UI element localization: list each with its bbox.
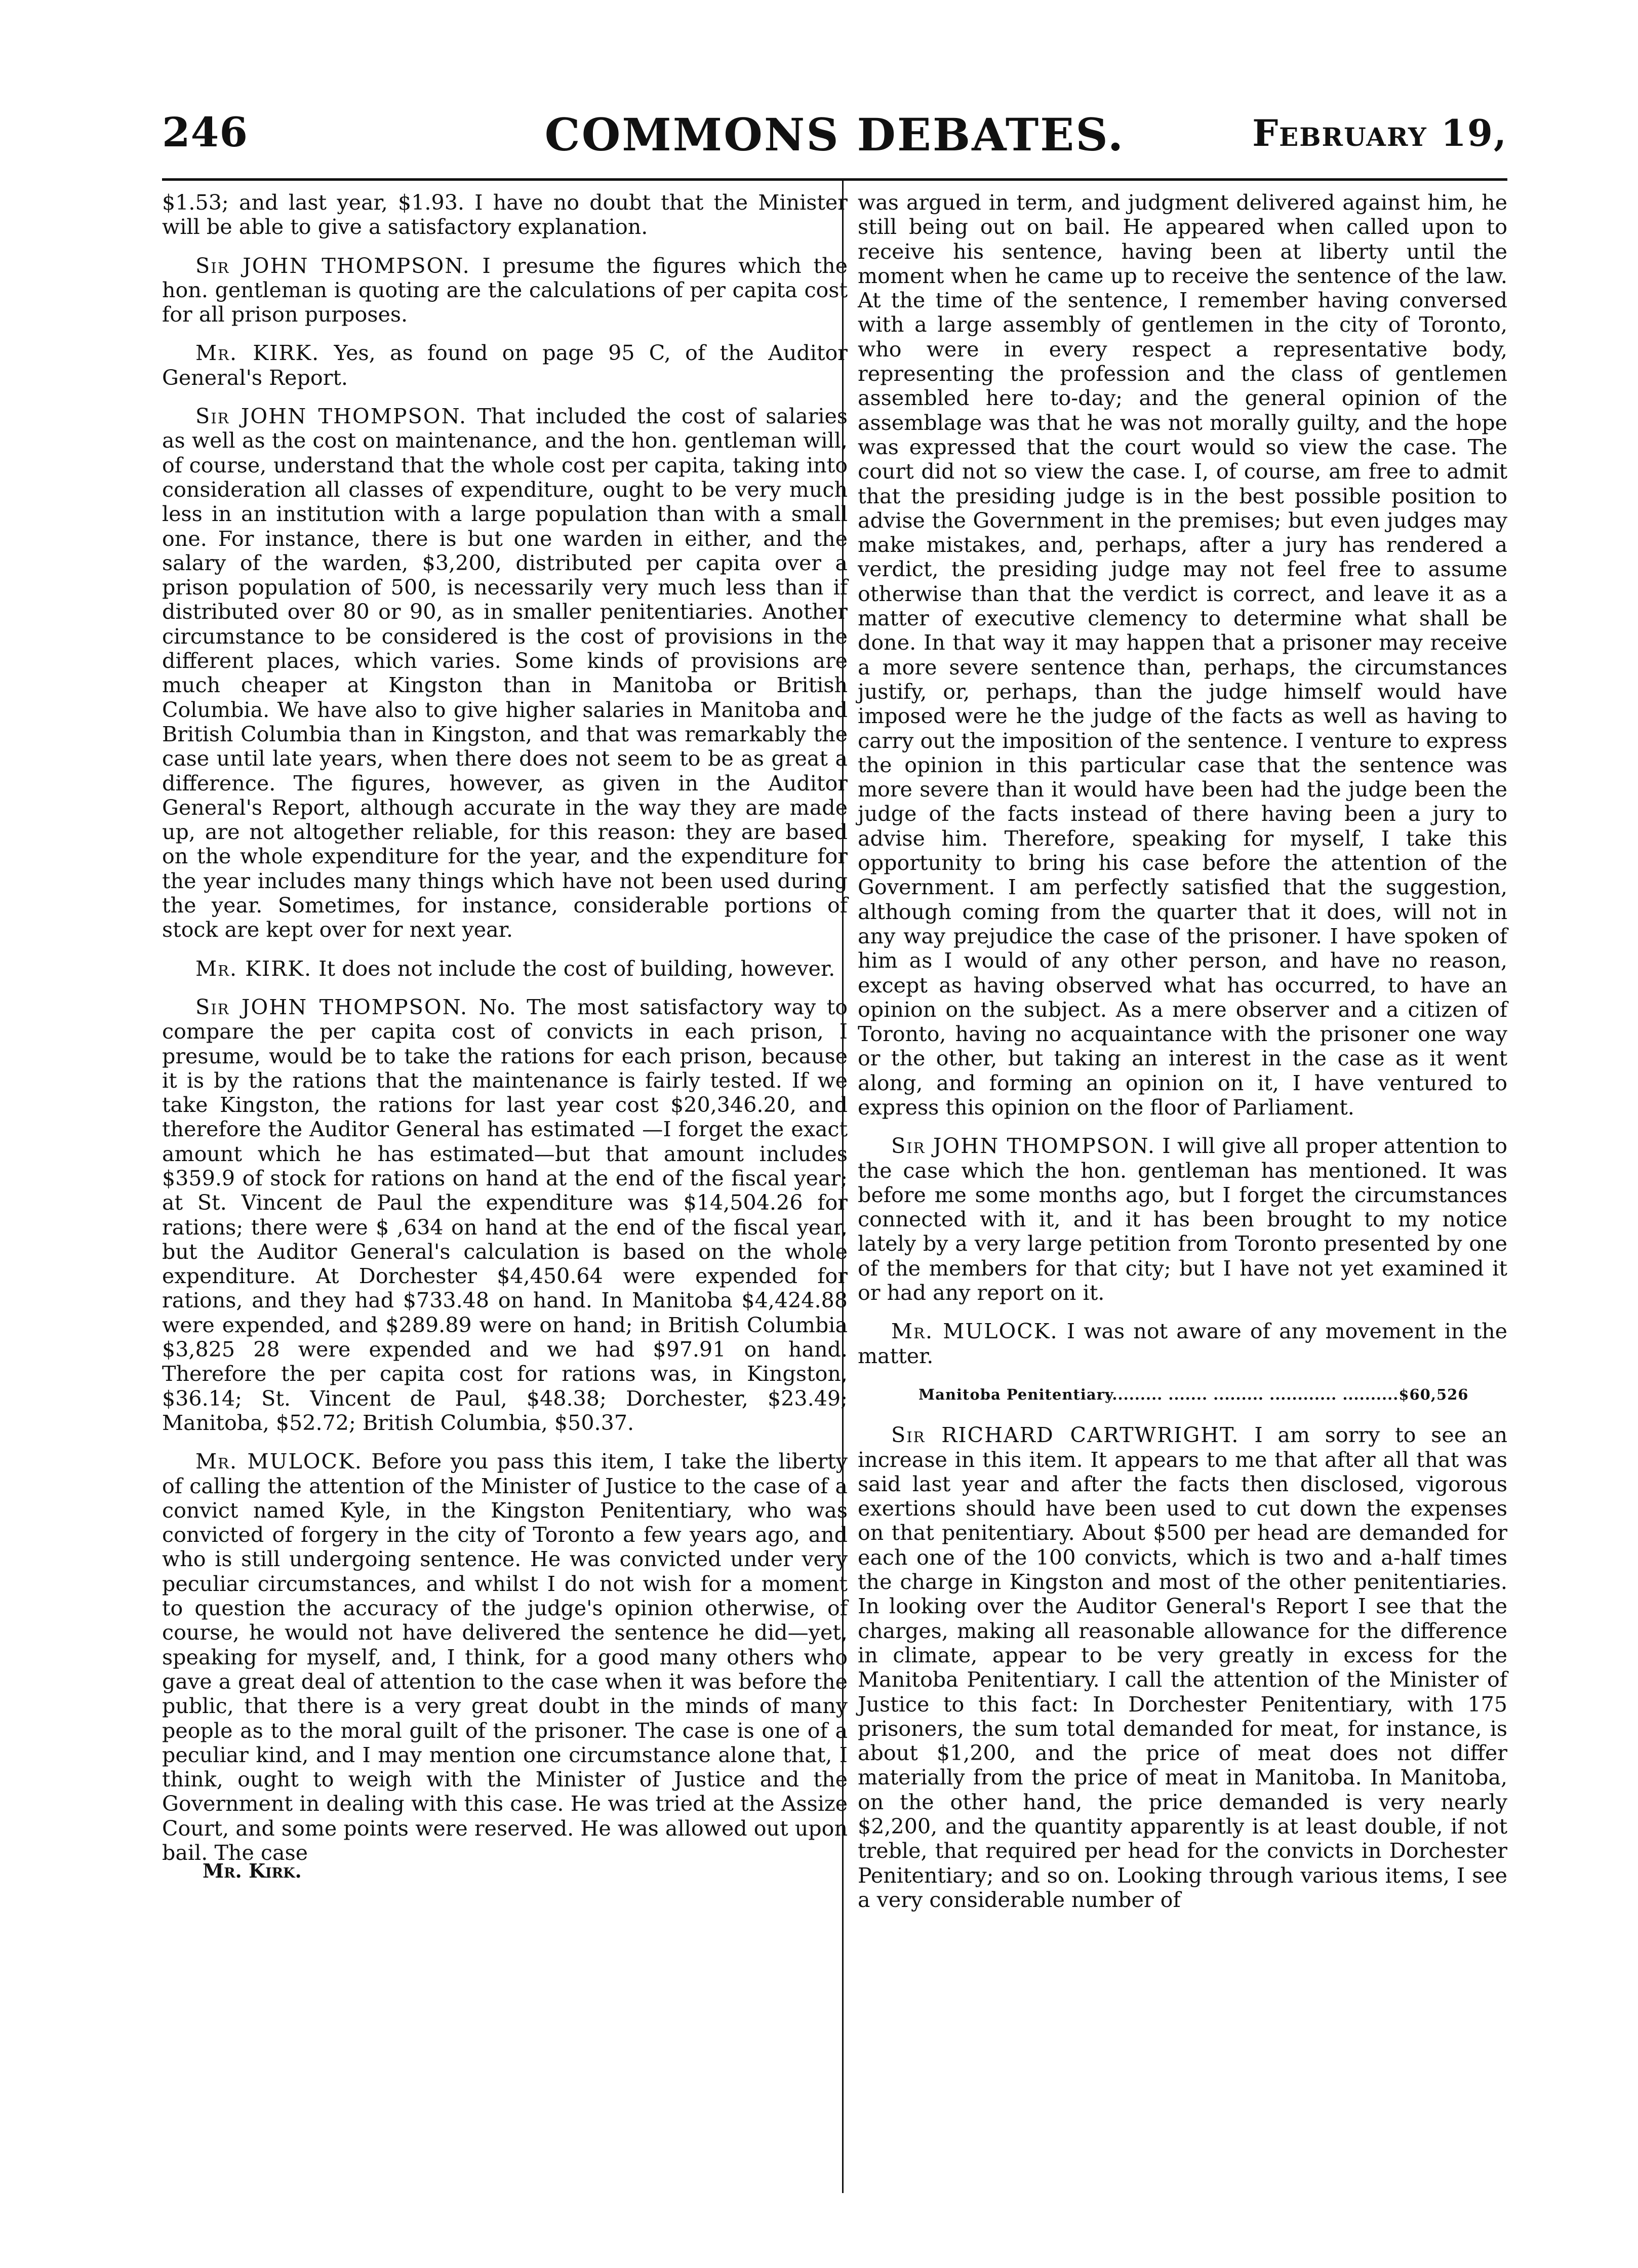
speech-paragraph — [162, 995, 848, 1435]
speaker-name: Mr. MULOCK. — [891, 1319, 1058, 1344]
paragraph: was argued in term, and judgment delivered against him, he still being out on bail. He appeared when called upon to receive his sentence, having been at liberty until the moment when he came up to receive the sentence of the law. At the time of the sentence, I remember having conversed with a large assembly of gentlemen in the city of Toronto, who were in every respect a representative body, representing the profession and the class of gentlemen assembled here to-day; and the general opinion of the assemblage was that he was not morally guilty, and the hope was expressed that the court would so view the case. The court did not so view the case. I, of course, am free to admit that the presiding judge is in the best possible position to advise the Government in the premises; but even judges may make mistakes, and, perhaps, after a jury has rendered a verdict, the presiding judge may not feel free to assume otherwise than that the verdict is correct, and leave it as a matter of executive clemency to determine what shall be done. In that way it may happen that a prisoner may receive a more severe sentence than, perhaps, the circumstances justify, or, perhaps, than the judge himself would have imposed were he the judge of the facts as well as having to carry out the imposition of the sentence. I venture to express the opinion in this particular case that the sentence was more severe than it would have been had the judge been the judge of the facts instead of there having been a jury to advise him. Therefore, speaking for myself, I take this opportunity to bring his case before the attention of the Government. I am perfectly satisfied that the suggestion, although coming from the quarter that it does, will not in any way prejudice the case of the prisoner. I have spoken of him as I would of any other person, and have no reason, except as having observed what has occurred, to have an opinion on the subject. As a mere observer and a citizen of Toronto, having no acquaintance with the prisoner one way or the other, but taking an interest in the case as it went along, and forming an opinion on it, I have ventured to express this opinion on the floor of Parliament. — [858, 190, 1507, 1120]
speech-text: I presume the figures which the hon. gentleman is quoting are the calculations of per capita cost for all prison purposes. — [162, 253, 848, 327]
speech-text: I was not aware of any movement in the matter. — [858, 1319, 1508, 1368]
right-column — [858, 190, 1507, 1912]
speech-paragraph — [858, 1134, 1507, 1305]
page-header — [162, 108, 1507, 169]
speech-text: Yes, as found on page 95 C, of the Auditor General's Report. — [162, 341, 848, 390]
speech-paragraph — [162, 404, 848, 942]
catchword: Mr. Kirk. — [203, 1859, 302, 1883]
speech-paragraph — [162, 1449, 848, 1865]
speaker-name: Sir JOHN THOMPSON. — [195, 404, 467, 429]
speaker-name: Sir JOHN THOMPSON. — [891, 1134, 1156, 1159]
speaker-name: Sir RICHARD CARTWRIGHT. — [891, 1423, 1240, 1448]
speech-paragraph — [858, 1319, 1507, 1368]
speaker-name: Mr. MULOCK. — [195, 1449, 363, 1474]
left-column — [162, 190, 848, 1884]
speech-text: It does not include the cost of building, however. — [318, 956, 835, 981]
page-title: COMMONS DEBATES. — [544, 108, 1125, 161]
page-number: 246 — [162, 108, 248, 156]
speaker-name: Mr. KIRK. — [195, 341, 320, 366]
header-rule — [162, 178, 1507, 181]
speech-paragraph — [162, 254, 848, 327]
speech-paragraph — [162, 341, 848, 390]
speaker-name: Sir JOHN THOMPSON. — [195, 253, 470, 278]
speech-text: That included the cost of salaries as well as the cost on maintenance, and the hon. gentleman will, of course, understand that the whole cost per capita, taking into consideration all classes of expenditure, ought to be very much less in an institution with a large population than with a small one. For instance, there is but one warden in either, and the salary of the warden, $3,200, distributed per capita over a prison population of 500, is necessarily very much less than if distributed over 80 or 90, as in smaller penitentiaries. Another circumstance to be considered is the cost of provisions in the different places, which varies. Some kinds of provisions are much cheaper at Kingston than in Manitoba or British Columbia. We have also to give higher salaries in Manitoba and British Columbia than in Kingston, and that was remarkably the case until late years, when there does not seem to be as great a difference. The figures, however, as given in the Auditor General's Report, although accurate in the way they are made up, are not altogether reliable, for this reason: they are based on the whole expenditure for the year, and the expenditure for the year includes many things which have not been used during the year. Sometimes, for instance, considerable portions of stock are kept over for next year. — [162, 404, 848, 942]
speech-text: I am sorry to see an increase in this item. It appears to me that after all that was said last year and after the facts then disclosed, vigorous exertions should have been used to cut down the expenses on that penitentiary. About $500 per head are demanded for each one of the 100 convicts, which is two and a-half times the charge in Kingston and most of the other penitentiaries. In looking over the Auditor General's Report I see that the charges, making all reasonable allowance for the difference in climate, appear to be very greatly in excess for the Manitoba Penitentiary. I call the attention of the Minister of Justice to this fact: In Dorchester Penitentiary, with 175 prisoners, the sum total demanded for meat, for instance, is about $1,200, and the price of meat does not differ materially from the price of meat in Manitoba. In Manitoba, on the other hand, the price demanded is very nearly $2,200, and the quantity apparently is at least double, if not treble, that required per head for the convicts in Dorchester Penitentiary; and so on. Looking through various items, I see a very considerable number of — [858, 1423, 1507, 1912]
estimate-item: Manitoba Penitentiary......... ....... ......... ............ ..........$60,526 — [918, 1385, 1469, 1403]
page-date: February 19, — [1252, 111, 1507, 154]
speech-text: No. The most satisfactory way to compare the per capita cost of convicts in each prison, I presume, would be to take the rations for each prison, because it is by the rations that the maintenance is fairly tested. If we take Kingston, the rations for last year cost $20,346.20, and therefore the Auditor General has estimated —I forget the exact amount which he has estimated—but that amount includes $359.9 of stock for rations on hand at the end of the fiscal year; at St. Vincent de Paul the expenditure was $14,504.26 for rations; there were $ ,634 on hand at the end of the fiscal year, but the Auditor General's calculation is based on the whole expenditure. At Dorchester $4,450.64 were expended for rations, and they had $733.48 on hand. In Manitoba $4,424.88 were expended, and $289.89 were on hand; in British Columbia $3,825 28 were expended and we had $97.91 on hand. Therefore the per capita cost for rations was, in Kingston, $36.14; St. Vincent de Paul, $48.38; Dorchester, $23.49; Manitoba, $52.72; British Columbia, $50.37. — [162, 994, 848, 1435]
speaker-name: Mr. KIRK. — [195, 956, 312, 981]
speech-text: Before you pass this item, I take the liberty of calling the attention of the Minister of Justice to the case of a convict named Kyle, in the Kingston Penitentiary, who was convicted of forgery in the city of Toronto a few years ago, and who is still undergoing sentence. He was convicted under very peculiar circumstances, and whilst I do not wish for a moment to question the accuracy of the judge's opinion otherwise, of course, he would not have delivered the sentence he did—yet, speaking for myself, and, I think, for a good many others who gave a great deal of attention to the case when it was before the public, that there is a very great doubt in the minds of many people as to the moral guilt of the prisoner. The case is one of a peculiar kind, and I may mention one circumstance alone that, I think, ought to weigh with the Minister of Justice and the Government in dealing with this case. He was tried at the Assize Court, and some points were reserved. He was allowed out upon bail. The case — [162, 1449, 848, 1865]
speech-text: I will give all proper attention to the case which the hon. gentleman has mentioned. It was before me some months ago, but I forget the circumstances connected with it, and it has been brought to my notice lately by a very large petition from Toronto presented by one of the members for that city; but I have not yet examined it or had any report on it. — [858, 1134, 1507, 1305]
speaker-name: Sir JOHN THOMPSON. — [195, 994, 468, 1019]
speech-paragraph — [858, 1423, 1507, 1912]
speech-paragraph — [162, 957, 848, 981]
paragraph: $1.53; and last year, $1.93. I have no doubt that the Minister will be able to give a satisfactory explanation. — [162, 190, 848, 240]
